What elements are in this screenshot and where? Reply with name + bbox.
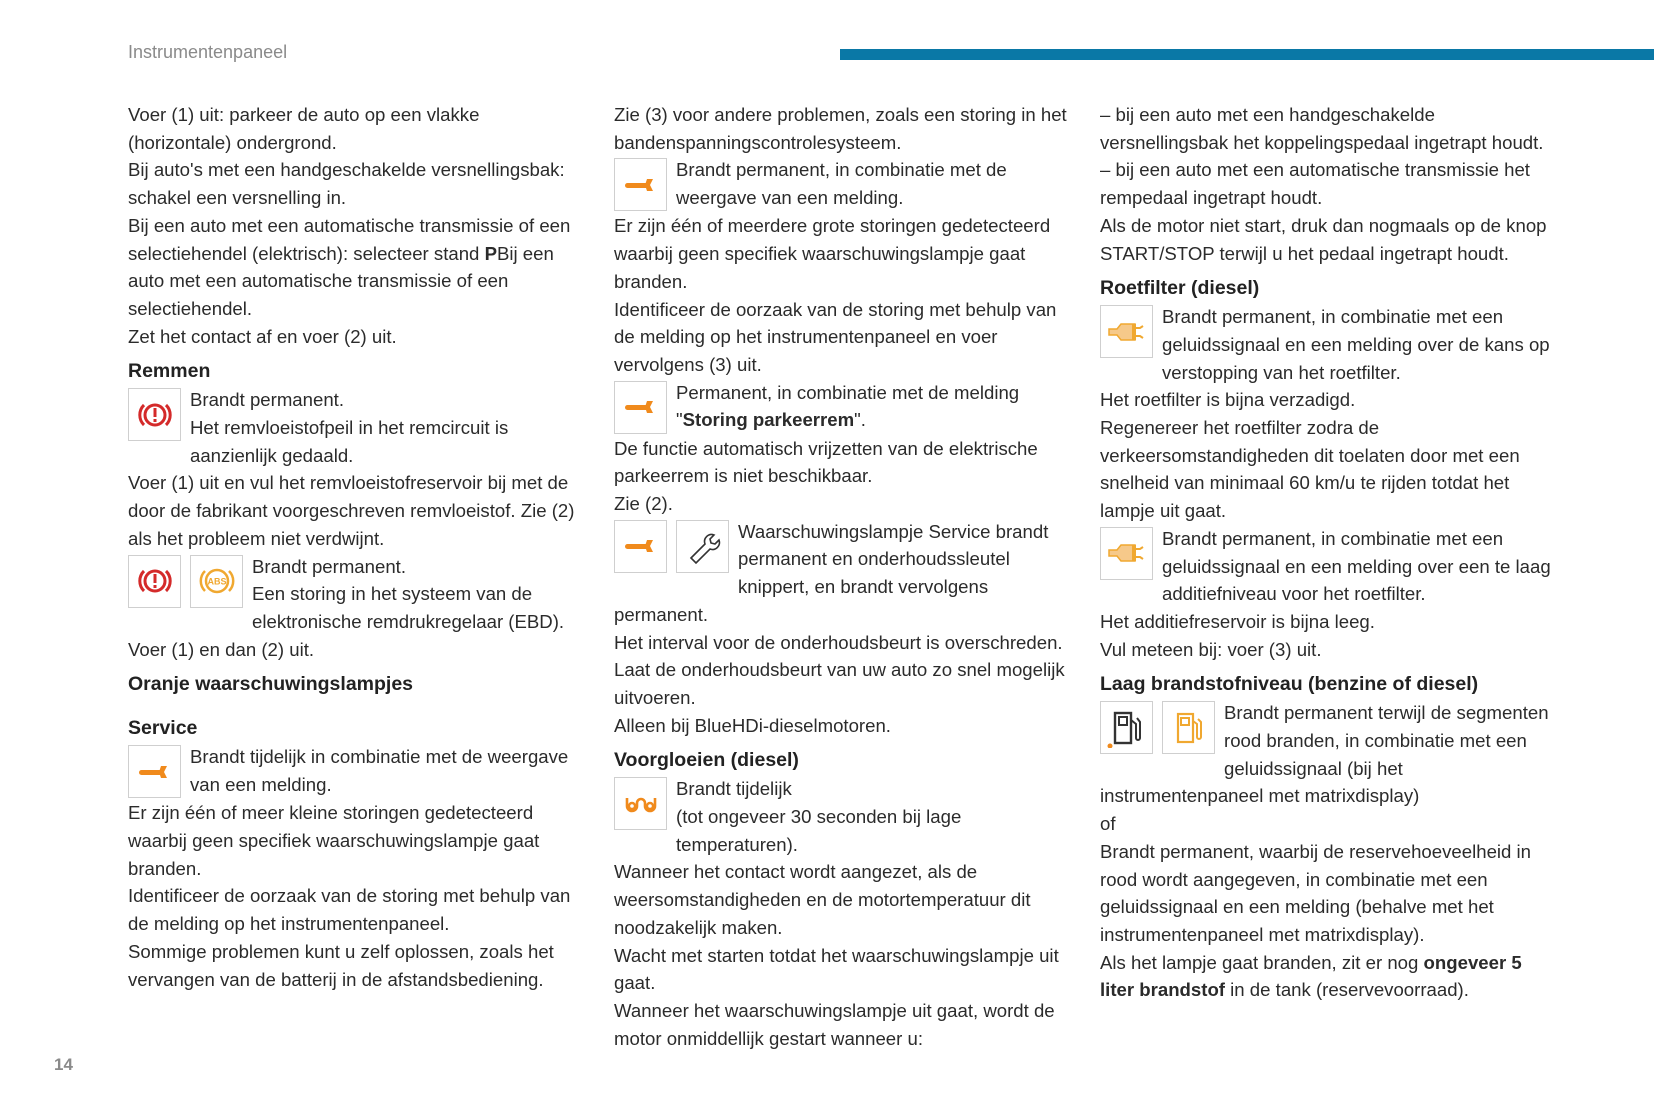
text-run: Brandt permanent, in combinatie met de weergave van een melding. bbox=[676, 159, 1007, 209]
paragraph-block bbox=[1100, 608, 1558, 636]
abs-warning-icon bbox=[190, 555, 243, 608]
text-run: Het roetfilter is bijna verzadigd. bbox=[1100, 389, 1356, 411]
paragraph-block bbox=[1100, 414, 1558, 525]
paragraph-block bbox=[1100, 810, 1558, 838]
paragraph-block bbox=[614, 858, 1072, 941]
paragraph bbox=[128, 323, 586, 351]
paragraph-block bbox=[614, 212, 1072, 295]
text-run: Zie (3) voor andere problemen, zoals een storing in het bandenspanningscontrolesysteem. bbox=[614, 104, 1067, 153]
header-accent-bar bbox=[840, 49, 1654, 60]
paragraph-block bbox=[128, 323, 586, 351]
paragraph bbox=[1100, 101, 1558, 156]
brake-warning-icon bbox=[128, 388, 181, 441]
paragraph-block bbox=[128, 212, 586, 323]
text-run: Wanneer het waarschuwingslampje uit gaat, wordt de motor onmiddellijk gestart wanneer u: bbox=[614, 999, 1055, 1049]
text-run: Zet het contact af en voer (2) uit. bbox=[128, 325, 397, 347]
bold-text: ongeveer 5 liter brandstof bbox=[1100, 951, 1522, 1001]
paragraph bbox=[128, 636, 586, 664]
paragraph bbox=[614, 379, 1072, 434]
paragraph-block bbox=[128, 469, 586, 552]
text-run: ". bbox=[854, 409, 866, 431]
text-run: Het interval voor de onderhoudsbeurt is overschreden. bbox=[614, 631, 1063, 653]
paragraph bbox=[128, 882, 586, 937]
paragraph bbox=[614, 997, 1072, 1052]
paragraph-block bbox=[1100, 212, 1558, 267]
fuel-gauge-icon bbox=[1100, 701, 1153, 754]
bold-text: Storing parkeerrem bbox=[682, 409, 855, 431]
section-heading: Laag brandstofniveau (benzine of diesel) bbox=[1100, 673, 1479, 696]
warning-light-entry bbox=[128, 553, 586, 636]
warning-light-entry bbox=[1100, 525, 1558, 608]
text-run: Wacht met starten totdat het waarschuwingslampje uit gaat. bbox=[614, 944, 1059, 994]
text-run: Regenereer het roetfilter zodra de verkeersomstandigheden dit toelaten door met een snelheid van minimaal 60 km/u te rijden totdat het lampje uit gaat. bbox=[1100, 417, 1520, 522]
column-1 bbox=[128, 101, 586, 993]
text-run: Voer (1) en dan (2) uit. bbox=[128, 638, 315, 660]
paragraph bbox=[614, 858, 1072, 941]
paragraph-block bbox=[614, 997, 1072, 1052]
warning-light-entry bbox=[614, 518, 1072, 629]
wrench-warning-icon bbox=[614, 158, 667, 211]
paragraph bbox=[1100, 636, 1558, 664]
paragraph-block bbox=[1100, 386, 1558, 414]
paragraph bbox=[128, 156, 586, 211]
service-spanner-icon bbox=[676, 520, 729, 573]
paragraph bbox=[614, 101, 1072, 156]
text-run: Brandt permanent, in combinatie met een geluidssignaal en een melding over de kans op verstopping van het roetfilter. bbox=[1162, 306, 1550, 383]
text-run: of bbox=[1100, 813, 1116, 835]
paragraph-block bbox=[1100, 838, 1558, 949]
warning-light-entry bbox=[614, 775, 1072, 858]
paragraph bbox=[614, 942, 1072, 997]
particle-filter-icon bbox=[1100, 527, 1153, 580]
paragraph-block bbox=[614, 629, 1072, 657]
paragraph bbox=[128, 469, 586, 552]
brake-warning-icon bbox=[128, 555, 181, 608]
text-run: Er zijn één of meerdere grote storingen gedetecteerd waarbij geen specifiek waarschuwingslampje gaat branden. bbox=[614, 215, 1051, 292]
wrench-warning-icon bbox=[128, 745, 181, 798]
text-run: Het remvloeistofpeil in het remcircuit is aanzienlijk gedaald. bbox=[190, 417, 509, 466]
text-run: Bij auto's met een handgeschakelde versnellingsbak: schakel een versnelling in. bbox=[128, 159, 565, 209]
paragraph bbox=[1100, 386, 1558, 414]
paragraph-block bbox=[614, 435, 1072, 490]
text-run: – bij een auto met een handgeschakelde versnellingsbak het koppelingspedaal ingetrapt houdt. bbox=[1100, 104, 1544, 153]
warning-light-entry bbox=[614, 379, 1072, 435]
paragraph-block bbox=[614, 101, 1072, 156]
glow-plug-icon bbox=[614, 777, 667, 830]
warning-light-entry bbox=[128, 386, 586, 469]
text-run: Sommige problemen kunt u zelf oplossen, zoals het vervangen van de batterij in de afstandsbediening. bbox=[128, 940, 554, 990]
text-run: Bij een auto met een automatische transmissie of een selectiehendel (elektrisch): selecteer stand bbox=[128, 214, 571, 264]
paragraph bbox=[614, 775, 1072, 803]
warning-light-entry bbox=[614, 156, 1072, 212]
paragraph-block bbox=[614, 656, 1072, 711]
section-heading: Voorgloeien (diesel) bbox=[614, 749, 799, 772]
text-run: De functie automatisch vrijzetten van de elektrische parkeerrem is niet beschikbaar. bbox=[614, 437, 1038, 487]
particle-filter-icon bbox=[1100, 305, 1153, 358]
section-heading: Service bbox=[128, 717, 198, 740]
text-run: Waarschuwingslampje Service brandt permanent en onderhoudssleutel knippert, en brandt vervolgens permanent. bbox=[614, 520, 1049, 625]
paragraph bbox=[128, 386, 586, 414]
text-run: Als het lampje gaat branden, zit er nog bbox=[1100, 951, 1424, 973]
paragraph-block bbox=[128, 101, 586, 156]
paragraph bbox=[1100, 303, 1558, 386]
text-run: Identificeer de oorzaak van de storing met behulp van de melding op het instrumentenpaneel. bbox=[128, 885, 571, 935]
paragraph bbox=[128, 938, 586, 993]
wrench-warning-icon bbox=[614, 381, 667, 434]
text-run: Brandt permanent. bbox=[190, 389, 345, 411]
paragraph-block bbox=[1100, 949, 1558, 1004]
paragraph bbox=[1100, 949, 1558, 1004]
paragraph bbox=[128, 212, 586, 323]
paragraph bbox=[614, 656, 1072, 711]
paragraph bbox=[128, 743, 586, 798]
text-run: Alleen bij BlueHDi-dieselmotoren. bbox=[614, 714, 891, 736]
text-run: Brandt permanent, in combinatie met een geluidssignaal en een melding over een te laag additiefniveau voor het roetfilter. bbox=[1162, 527, 1551, 605]
text-run: Brandt permanent, waarbij de reservehoeveelheid in rood wordt aangegeven, in combinatie met een geluidssignaal en een melding (behalve met het instrumentenpaneel met matrixdisplay). bbox=[1100, 840, 1532, 945]
text-run: in de tank (reservevoorraad). bbox=[1225, 979, 1469, 1001]
warning-light-entry bbox=[128, 743, 586, 799]
paragraph-block bbox=[614, 490, 1072, 518]
paragraph bbox=[614, 490, 1072, 518]
paragraph-block bbox=[128, 938, 586, 993]
warning-light-entry bbox=[1100, 303, 1558, 386]
paragraph-block bbox=[614, 942, 1072, 997]
paragraph bbox=[1100, 156, 1558, 211]
text-run: Laat de onderhoudsbeurt van uw auto zo snel mogelijk uitvoeren. bbox=[614, 659, 1065, 708]
paragraph bbox=[1100, 525, 1558, 608]
paragraph bbox=[128, 414, 586, 469]
paragraph-block bbox=[128, 636, 586, 664]
paragraph bbox=[1100, 414, 1558, 525]
column-2 bbox=[614, 101, 1072, 1052]
text-run: Als de motor niet start, druk dan nogmaals op de knop START/STOP terwijl u het pedaal ingetrapt houdt. bbox=[1100, 214, 1547, 264]
text-run: Identificeer de oorzaak van de storing met behulp van de melding op het instrumentenpaneel en voer vervolgens (3) uit. bbox=[614, 298, 1057, 375]
paragraph-block bbox=[1100, 636, 1558, 664]
paragraph bbox=[1100, 212, 1558, 267]
paragraph bbox=[614, 629, 1072, 657]
paragraph bbox=[1100, 838, 1558, 949]
paragraph-block bbox=[128, 799, 586, 882]
text-run: Een storing in het systeem van de elektronische remdrukregelaar (EBD). bbox=[252, 583, 565, 632]
paragraph bbox=[128, 101, 586, 156]
paragraph bbox=[614, 296, 1072, 379]
text-run: Het additiefreservoir is bijna leeg. bbox=[1100, 610, 1375, 632]
paragraph bbox=[614, 212, 1072, 295]
svg-text:ABS: ABS bbox=[206, 576, 227, 587]
paragraph-block bbox=[128, 156, 586, 211]
paragraph-block bbox=[614, 712, 1072, 740]
column-3 bbox=[1100, 101, 1558, 1004]
paragraph bbox=[614, 803, 1072, 858]
wrench-warning-icon bbox=[614, 520, 667, 573]
section-heading: Oranje waarschuwingslampjes bbox=[128, 673, 414, 696]
text-run: Er zijn één of meer kleine storingen gedetecteerd waarbij geen specifiek waarschuwingslampje gaat branden. bbox=[128, 802, 540, 879]
text-run: Bij een auto met een automatische transmissie of een selectiehendel. bbox=[128, 242, 554, 319]
fuel-pump-icon bbox=[1162, 701, 1215, 754]
text-run: Voer (1) uit: parkeer de auto op een vlakke (horizontale) ondergrond. bbox=[128, 104, 480, 153]
section-heading: Roetfilter (diesel) bbox=[1100, 277, 1260, 300]
text-run: Brandt permanent terwijl de segmenten rood branden, in combinatie met een geluidssignaal (bij het instrumentenpaneel met matrixdisplay) bbox=[1100, 702, 1549, 807]
running-header: Instrumentenpaneel bbox=[128, 42, 288, 62]
paragraph-block bbox=[614, 296, 1072, 379]
text-run: Permanent, in combinatie met de melding " bbox=[676, 381, 1020, 431]
text-run: – bij een auto met een automatische transmissie het rempedaal ingetrapt houdt. bbox=[1100, 159, 1530, 209]
text-run: Vul meteen bij: voer (3) uit. bbox=[1100, 638, 1322, 660]
paragraph bbox=[614, 435, 1072, 490]
text-run: Brandt tijdelijk in combinatie met de weergave van een melding. bbox=[190, 746, 569, 796]
paragraph bbox=[614, 156, 1072, 211]
paragraph-block bbox=[1100, 156, 1558, 211]
text-run: Brandt tijdelijk bbox=[676, 778, 792, 800]
paragraph bbox=[1100, 810, 1558, 838]
warning-light-entry bbox=[1100, 699, 1558, 810]
section-heading: Remmen bbox=[128, 360, 211, 383]
text-run: Voer (1) uit en vul het remvloeistofreservoir bij met de door de fabrikant voorgeschreven remvloeistof. Zie (2) als het probleem niet verdwijnt. bbox=[128, 472, 575, 549]
text-run: Zie (2). bbox=[614, 493, 673, 515]
paragraph-block bbox=[1100, 101, 1558, 156]
paragraph bbox=[1100, 608, 1558, 636]
text-run: Brandt permanent. bbox=[252, 555, 407, 577]
bold-text: P bbox=[484, 242, 497, 264]
paragraph bbox=[614, 712, 1072, 740]
page-number: 14 bbox=[54, 1055, 73, 1074]
text-run: Wanneer het contact wordt aangezet, als de weersomstandigheden en de motortemperatuur dit noodzakelijk maken. bbox=[614, 861, 1031, 938]
paragraph bbox=[128, 799, 586, 882]
text-run: (tot ongeveer 30 seconden bij lage temperaturen). bbox=[676, 806, 962, 855]
paragraph-block bbox=[128, 882, 586, 937]
